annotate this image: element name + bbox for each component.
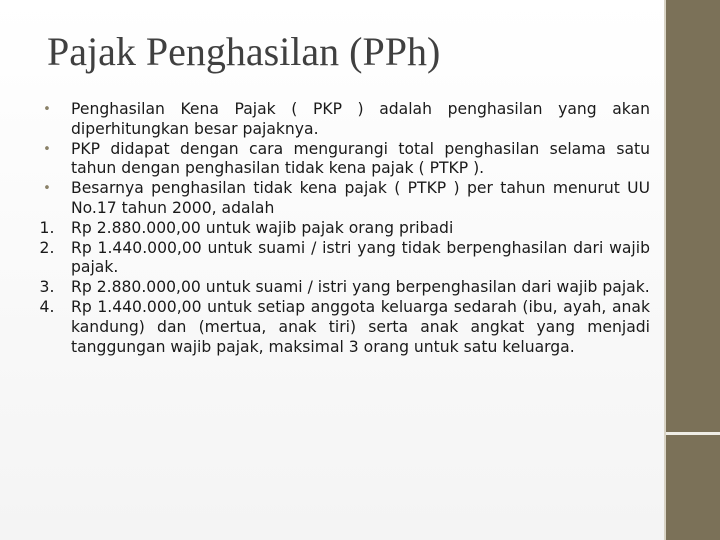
item-number: 2.	[39, 238, 55, 257]
numbered-item	[28, 239, 650, 279]
bullet-text: PKP didapat dengan cara mengurangi total penghasilan selama satu tahun dengan penghasilan tidak kena pajak ( PTKP ).	[71, 139, 650, 178]
slide-title: Pajak Penghasilan (PPh)	[47, 29, 441, 74]
bullet-icon: •	[43, 141, 51, 157]
item-text: Rp 2.880.000,00 untuk suami / istri yang berpenghasilan dari wajib pajak.	[71, 278, 650, 297]
numbered-item	[28, 219, 650, 239]
item-number: 3.	[39, 278, 55, 297]
item-number: 1.	[39, 218, 55, 237]
bullet-item	[28, 140, 650, 180]
bullet-icon: •	[43, 181, 51, 197]
numbered-item	[28, 298, 650, 357]
bullet-text: Besarnya penghasilan tidak kena pajak ( PTKP ) per tahun menurut UU No.17 tahun 2000, adalah	[71, 179, 650, 217]
item-text: Rp 1.440.000,00 untuk setiap anggota keluarga sedarah (ibu, ayah, anak kandung) dan (mertua, anak tiri) serta anak angkat yang menjadi tanggungan wajib pajak, maksimal 3 orang untuk satu keluarga.	[71, 297, 650, 356]
bullet-text: Penghasilan Kena Pajak ( PKP ) adalah penghasilan yang akan diperhitungkan besar pajaknya.	[71, 100, 650, 138]
bullet-item	[28, 100, 650, 140]
bullet-icon: •	[43, 102, 51, 117]
item-text: Rp 2.880.000,00 untuk wajib pajak orang pribadi	[71, 218, 454, 237]
side-bar-stripe	[666, 432, 720, 435]
item-number: 4.	[39, 297, 55, 316]
item-text: Rp 1.440.000,00 untuk suami / istri yang tidak berpenghasilan dari wajib pajak.	[71, 238, 650, 277]
slide-body	[28, 100, 650, 357]
numbered-item	[28, 278, 650, 298]
bullet-item	[28, 179, 650, 219]
side-bar	[666, 0, 720, 540]
